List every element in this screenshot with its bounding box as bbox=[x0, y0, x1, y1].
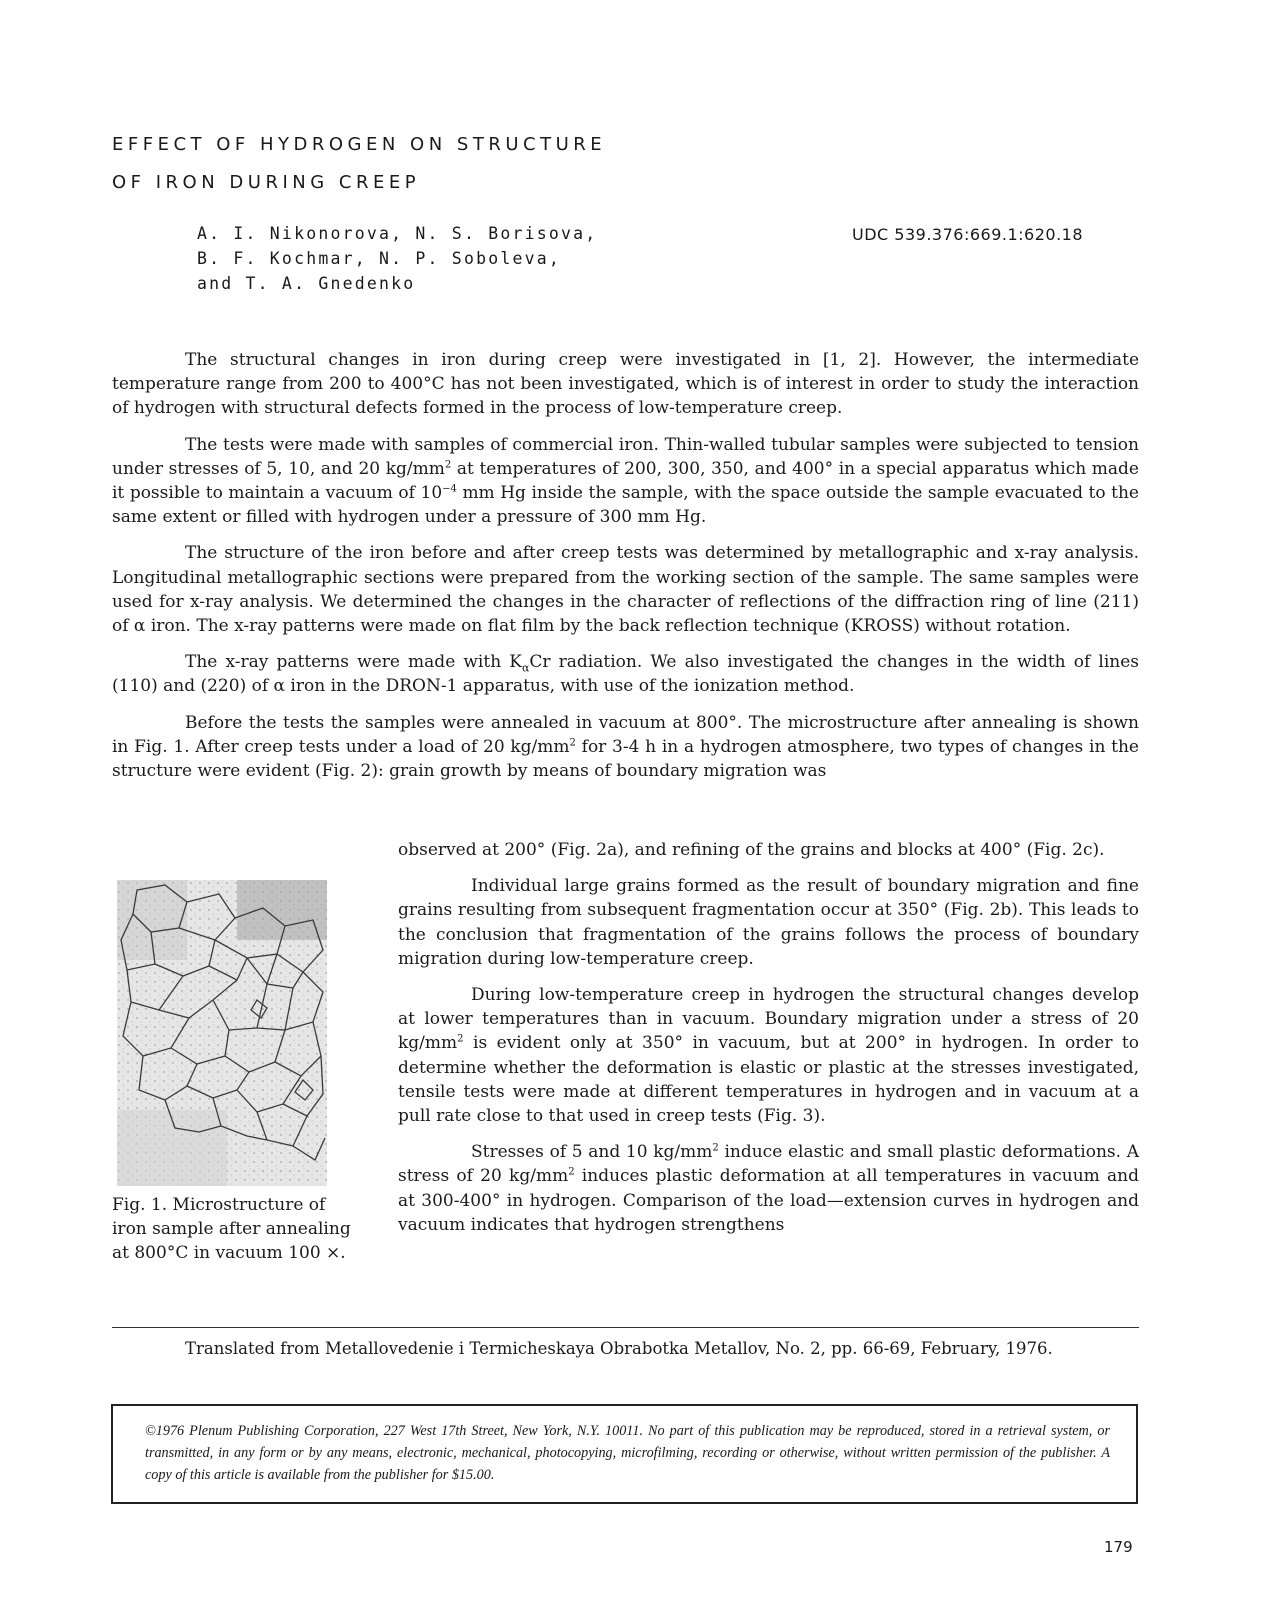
copyright-notice: ©1976 Plenum Publishing Corporation, 227 West 17th Street, New York, N.Y. 10011. No part of this publication may be reproduced, stored in a retrieval system, or transmitted, in any form or by any means, electronic, mechanical, photocopying, microfilming, recording or otherwise, without written permission of the publisher. A copy of this article is available from the publisher for $15.00. bbox=[145, 1423, 1110, 1483]
translation-note: Translated from Metallovedenie i Termicheskaya Obrabotka Metallov, No. 2, pp. 66-69, February, 1976. bbox=[185, 1339, 1053, 1358]
paragraph-2: The tests were made with samples of commercial iron. Thin-walled tubular samples were subjected to tension under stresses of 5, 10, and 20 $kg/mm^2$ at temperatures of 200, 300, 350, and 400° in a special apparatus which made it possible to maintain a vacuum of $10^{-4}$ mm Hg inside the sample, with the space outside the sample evacuated to the same extent or filled with hydrogen under a pressure of 300 mm Hg. bbox=[112, 434, 1139, 528]
author-line-2: B. F. Kochmar, N. P. Soboleva, bbox=[197, 249, 562, 268]
paragraph-6: Individual large grains formed as the result of boundary migration and fine grains resulting from subsequent fragmentation occur at 350° (Fig. 2b). This leads to the conclusion that fragmentation of the grains follows the process of boundary migration during low-temperature creep. bbox=[398, 876, 1139, 969]
author-line-3: and T. A. Gnedenko bbox=[197, 274, 416, 293]
author-list bbox=[197, 221, 597, 296]
body-text-full-width bbox=[112, 348, 1139, 783]
body-text-right-column bbox=[398, 838, 1139, 1249]
udc-code: UDC 539.376:669.1:620.18 bbox=[852, 225, 1084, 244]
author-line-1: A. I. Nikonorova, N. S. Borisova, bbox=[197, 224, 598, 243]
paragraph-5: Before the tests the samples were annealed in vacuum at 800°. The microstructure after annealing is shown in Fig. 1. After creep tests under a load of 20 $kg/mm^2$ for 3-4 h in a hydrogen atmosphere, two types of changes in the structure were evident (Fig. 2): grain growth by means of boundary migration was bbox=[112, 712, 1139, 782]
paragraph-1: The structural changes in iron during creep were investigated in [1, 2]. However, the intermediate temperature range from 200 to 400°C has not been investigated, which is of interest in order to study the interaction of hydrogen with structural defects formed in the process of low-temperature creep. bbox=[112, 350, 1139, 419]
footnote-divider bbox=[112, 1327, 1139, 1328]
paragraph-5-continued: observed at 200° (Fig. 2a), and refining of the grains and blocks at 400° (Fig. 2c). bbox=[398, 840, 1105, 860]
paper-title-line-1: EFFECT OF HYDROGEN ON STRUCTURE bbox=[112, 134, 607, 155]
paragraph-4: The x-ray patterns were made with $K_\alpha Cr$ radiation. We also investigated the changes in the width of lines (110) and (220) of α iron in the DRON-1 apparatus, with use of the ionization method. bbox=[112, 652, 1139, 697]
figure-1-caption: Fig. 1. Microstructure of iron sample after annealing at 800°C in vacuum 100 ×. bbox=[112, 1195, 351, 1263]
paragraph-3: The structure of the iron before and after creep tests was determined by metallographic and x-ray analysis. Longitudinal metallographic sections were prepared from the working section of the sample. The same samples were used for x-ray analysis. We determined the changes in the character of reflections of the diffraction ring of line (211) of α iron. The x-ray patterns were made on flat film by the back reflection technique (KROSS) without rotation. bbox=[112, 543, 1139, 637]
copyright-box bbox=[111, 1404, 1138, 1504]
paragraph-8: Stresses of 5 and 10 $kg/mm^2$ induce elastic and small plastic deformations. A stress of 20 $kg/mm^2$ induces plastic deformation at all temperatures in vacuum and at 300-400° in hydrogen. Comparison of the load—extension curves in hydrogen and vacuum indicates that hydrogen strengthens bbox=[398, 1142, 1139, 1235]
page-number: 179 bbox=[1104, 1538, 1133, 1556]
paper-title-line-2: OF IRON DURING CREEP bbox=[112, 172, 421, 193]
microstructure-image bbox=[117, 880, 327, 1186]
paragraph-7: During low-temperature creep in hydrogen the structural changes develop at lower temperatures than in vacuum. Boundary migration under a stress of 20 $kg/mm^2$ is evident only at 350° in vacuum, but at 200° in hydrogen. In order to determine whether the deformation is elastic or plastic at the stresses investigated, tensile tests were made at different temperatures in hydrogen and in vacuum at a pull rate close to that used in creep tests (Fig. 3). bbox=[398, 985, 1139, 1127]
